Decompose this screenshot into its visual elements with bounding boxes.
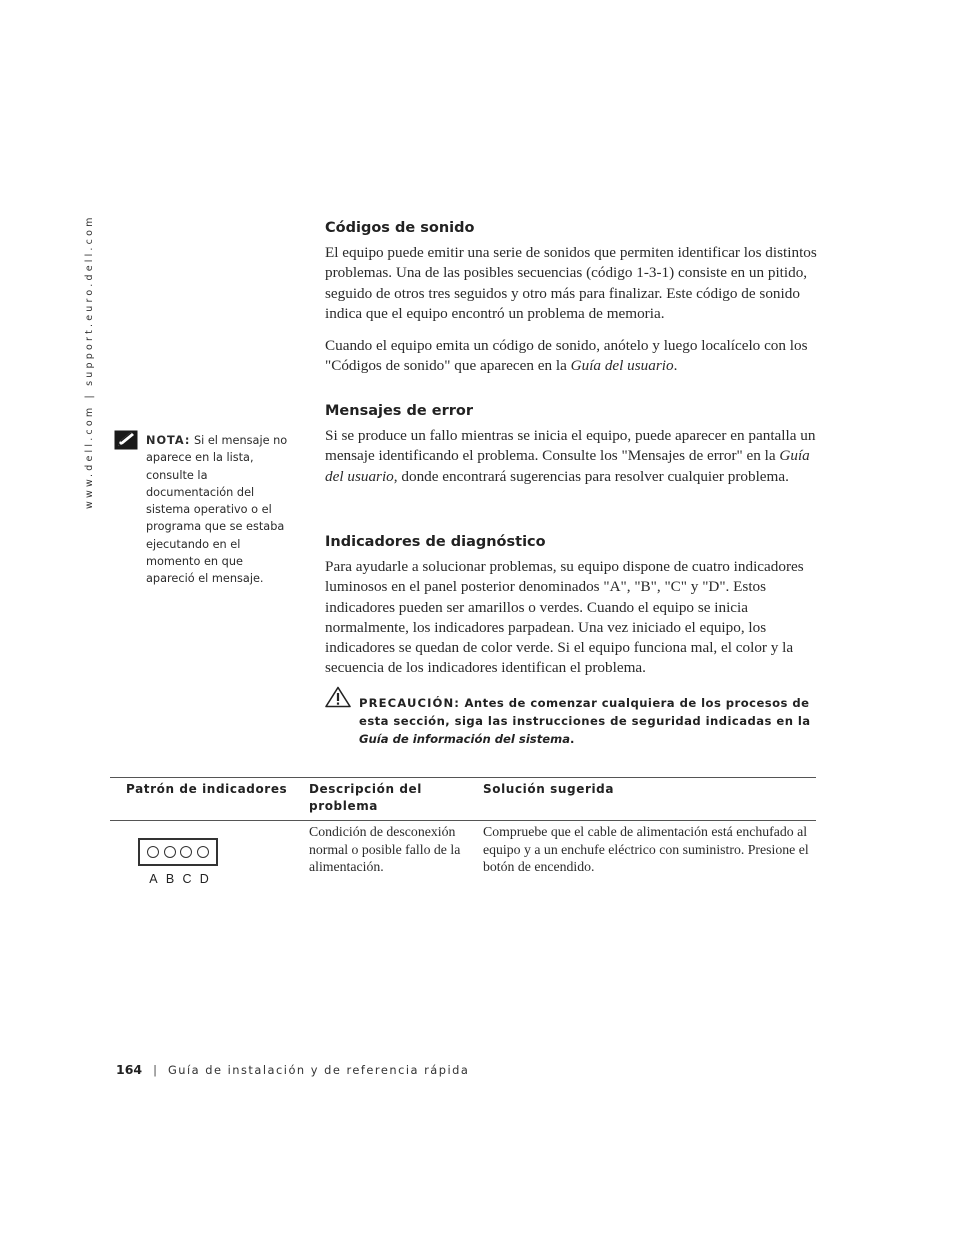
led-indicator — [147, 846, 159, 858]
section-error-messages — [325, 403, 817, 487]
paragraph: El equipo puede emitir una serie de sonidos que permiten identificar los distintos problemas. Una de las posibles secuencias (código 1-3-1) consiste en un pitido, seguido de otros tres seguidos y otro más para finalizar. Este código de sonido indica que el equipo encontró un problema de memoria. — [325, 244, 817, 322]
led-label: C — [182, 872, 192, 886]
section-heading: Indicadores de diagnóstico — [325, 534, 546, 550]
footer-title: Guía de instalación y de referencia rápida — [167, 1063, 470, 1077]
led-labels — [141, 872, 217, 886]
page-number: 164 — [116, 1062, 143, 1077]
column-header: Solución sugerida — [483, 782, 615, 796]
led-label: A — [149, 872, 158, 886]
led-label: B — [165, 872, 175, 886]
suggested-solution: Compruebe que el cable de alimentación está enchufado al equipo y a un enchufe eléctrico con suministro. Presione el botón de encendido. — [483, 824, 809, 874]
led-label: D — [199, 872, 209, 886]
caution-triangle-icon — [325, 686, 351, 708]
led-indicator — [180, 846, 192, 858]
problem-description: Condición de desconexión normal o posible fallo de la alimentación. — [309, 824, 461, 874]
section-beep-codes — [325, 220, 817, 377]
caution-text: PRECAUCIÓN: Antes de comenzar cualquiera de los procesos de esta sección, siga las instrucciones de seguridad indicadas en la Guía de información del sistema. — [359, 696, 811, 746]
page-footer — [116, 1062, 469, 1077]
section-diagnostic-lights — [325, 534, 817, 679]
note-pencil-icon — [114, 430, 138, 450]
led-indicator — [197, 846, 209, 858]
table-header-rule — [110, 820, 816, 821]
column-header: Descripción del problema — [309, 782, 423, 813]
column-header: Patrón de indicadores — [126, 782, 288, 796]
led-indicator — [164, 846, 176, 858]
side-url: www.dell.com | support.euro.dell.com — [84, 214, 95, 510]
section-heading: Códigos de sonido — [325, 220, 475, 236]
note-text: NOTA: Si el mensaje no aparece en la lista, consulte la documentación del sistema operativo o el programa que se estaba ejecutando en el momento en que apareció el mensaje. — [146, 434, 288, 586]
paragraph: Para ayudarle a solucionar problemas, su equipo dispone de cuatro indicadores luminosos en el panel posterior denominados "A", "B", "C" y "D". Estos indicadores pueden ser amarillos o verdes. Cuando el equipo se inicia normalmente, los indicadores parpadean. Una vez iniciado el equipo, los indicadores se quedan de color verde. Si el equipo funciona mal, el color y la secuencia de los indicadores identifican el problema. — [325, 558, 804, 677]
paragraph: Cuando el equipo emita un código de sonido, anótelo y luego localícelo con los "Códigos de sonido" que aparecen en la Guía del usuario. — [325, 337, 808, 375]
footer-separator: | — [153, 1063, 157, 1077]
section-heading: Mensajes de error — [325, 403, 473, 419]
paragraph: Si se produce un fallo mientras se inicia el equipo, puede aparecer en pantalla un mensaje identificando el problema. Consulte los "Mensajes de error" en la Guía del usuario, donde encontrará sugerencias para resolver cualquier problema. — [325, 427, 816, 485]
table-top-rule — [110, 777, 816, 778]
diagnostic-lights-pattern — [138, 838, 218, 866]
